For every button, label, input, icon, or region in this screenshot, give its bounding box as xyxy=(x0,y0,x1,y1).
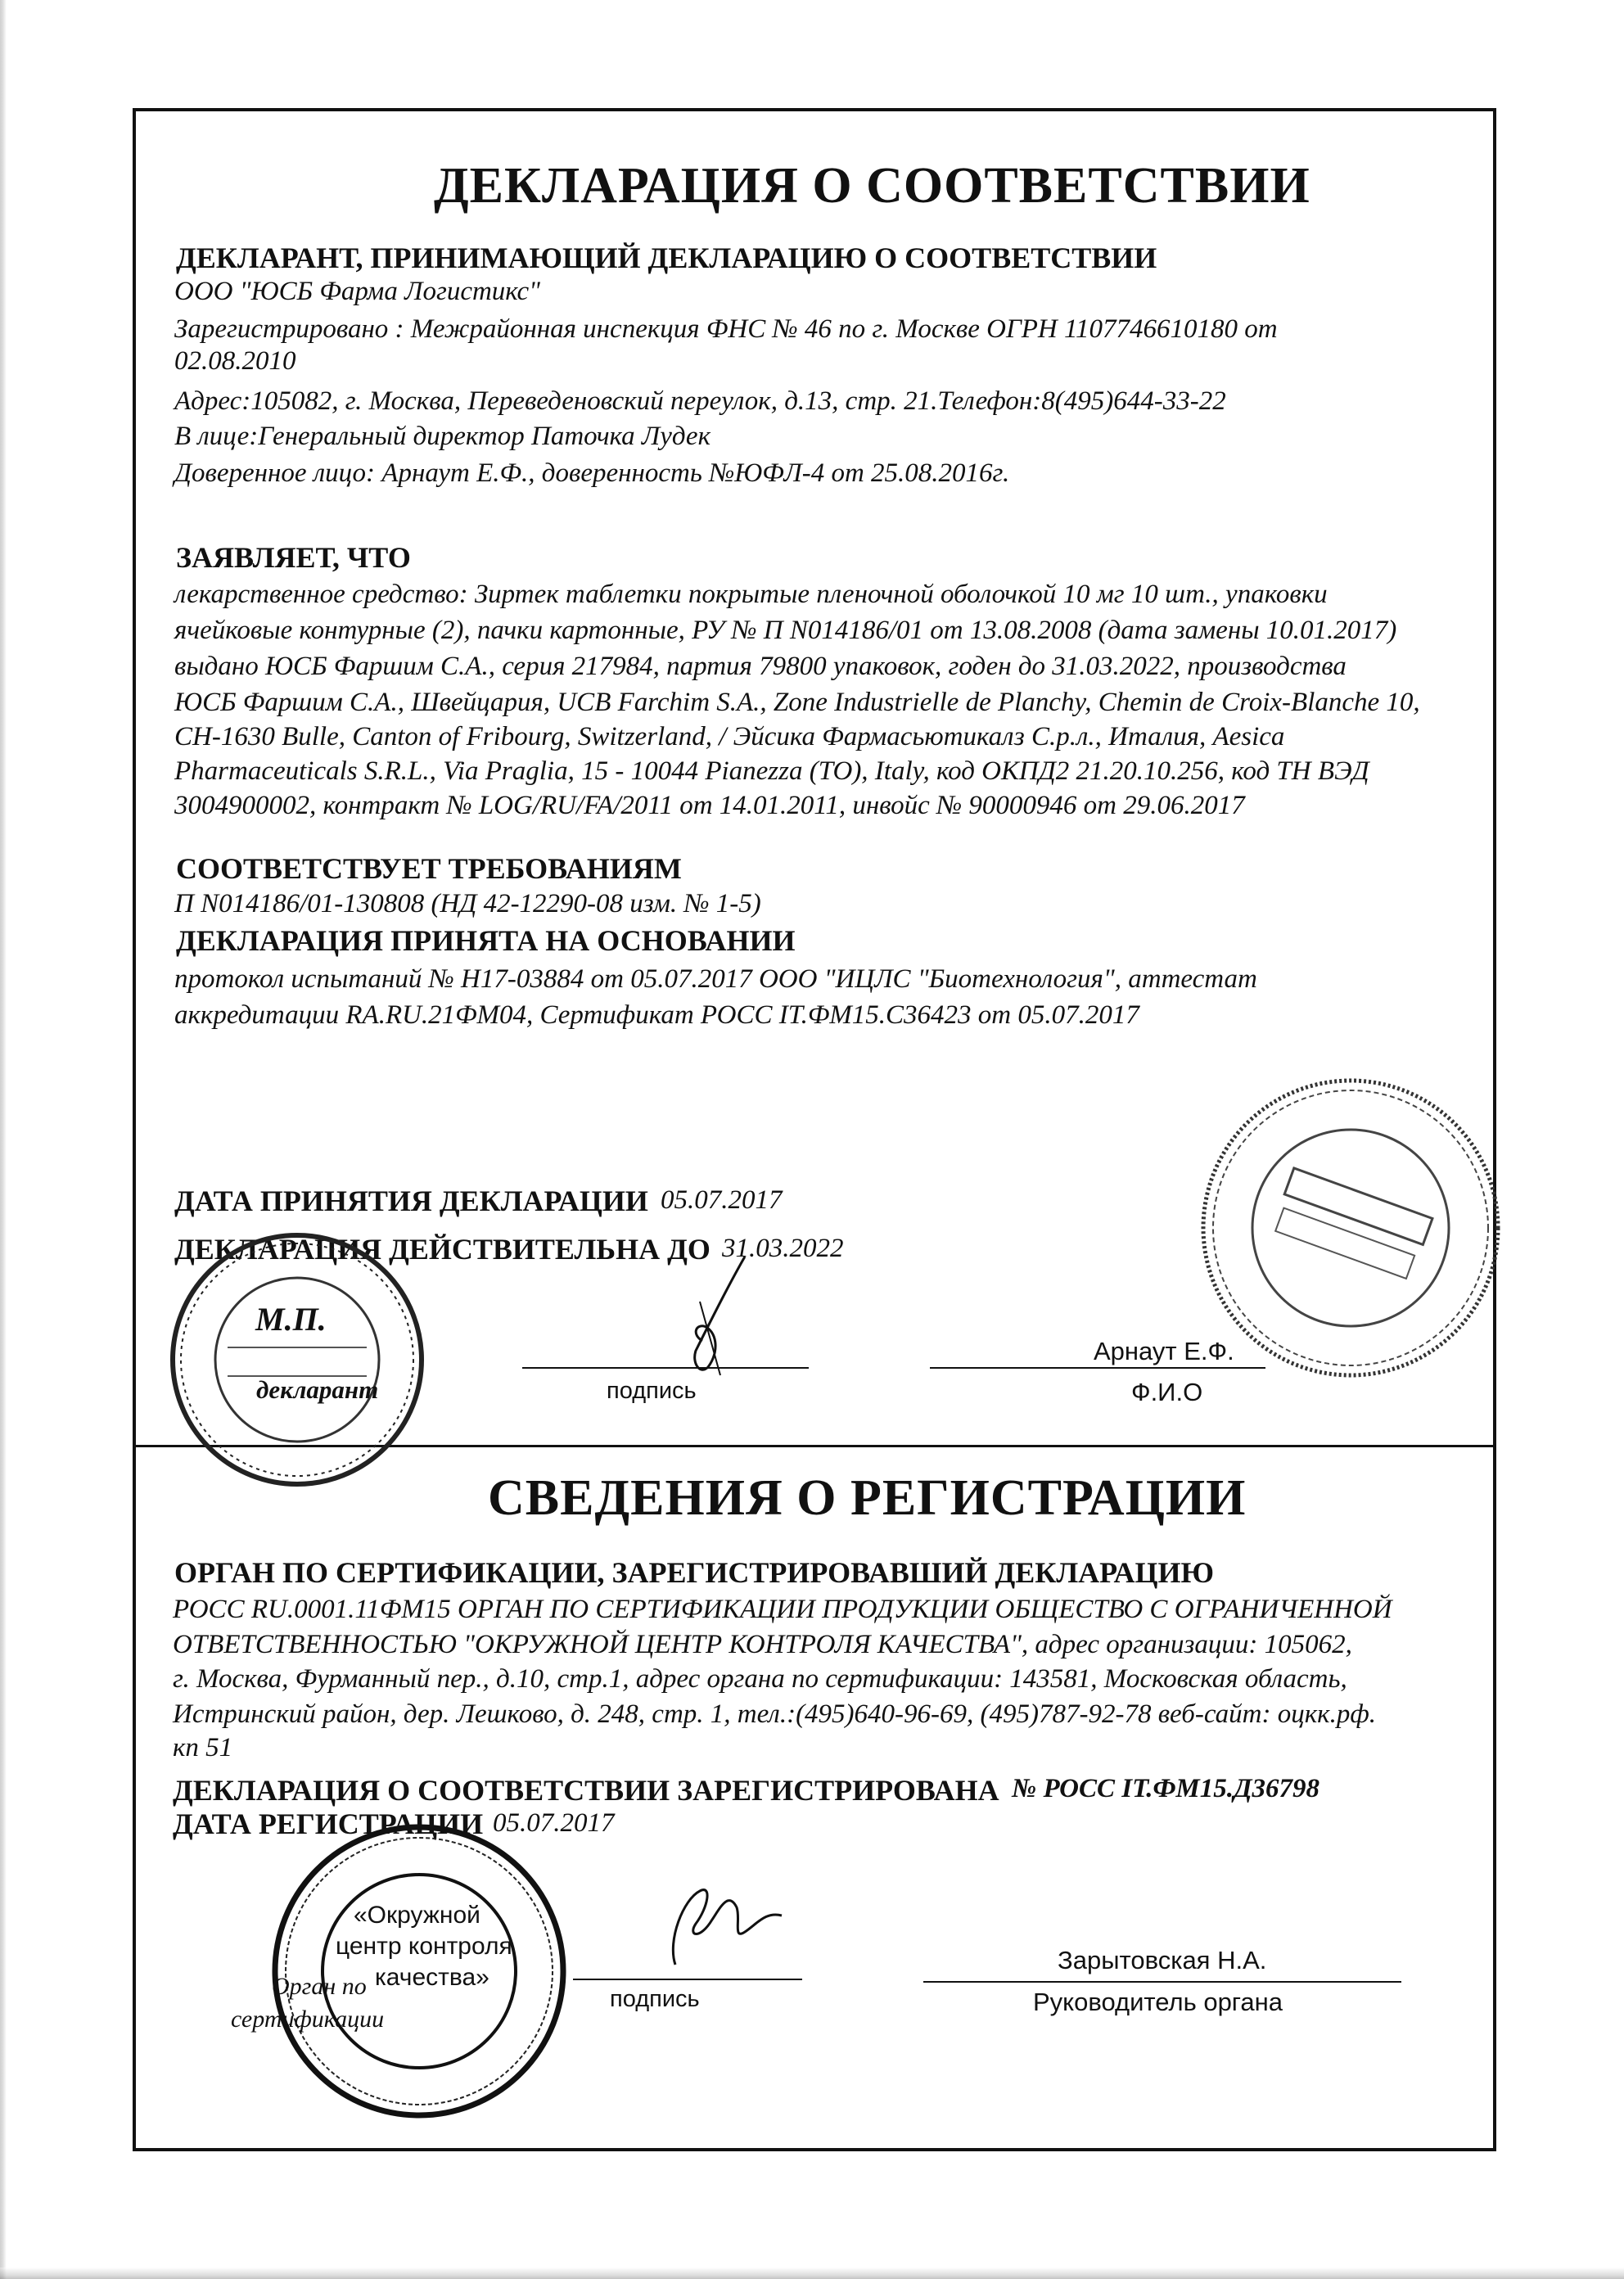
states-line: лекарственное средство: Зиртек таблетки покрытые пленочной оболочкой 10 мг 10 шт., упаковки xyxy=(174,580,1328,609)
registration-date-label: ДАТА РЕГИСТРАЦИИ xyxy=(173,1807,484,1840)
states-line: Pharmaceuticals S.R.L., Via Praglia, 15 - 10044 Pianezza (TO), Italy, код ОКПД2 21.20.10.256, код ТН ВЭД xyxy=(174,756,1369,786)
requirements-heading: СООТВЕТСТВУЕТ ТРЕБОВАНИЯМ xyxy=(176,852,682,885)
stamp-line: качества» xyxy=(375,1964,489,1991)
adoption-date-label: ДАТА ПРИНЯТИЯ ДЕКЛАРАЦИИ xyxy=(174,1185,648,1217)
signature-line xyxy=(522,1367,809,1369)
states-line: ячейковые контурные (2), пачки картонные, РУ № П N014186/01 от 13.08.2008 (дата замены 10.01.2017) xyxy=(174,616,1397,645)
certification-body-line: кп 51 xyxy=(173,1733,233,1762)
stamp-caption: декларант xyxy=(256,1375,379,1404)
signer-caption: Ф.И.О xyxy=(1131,1378,1203,1406)
name-line xyxy=(923,1981,1401,1983)
organ-caption: Орган по xyxy=(272,1973,367,2000)
declarant-signature xyxy=(671,1252,769,1383)
stamp-line: центр контроля xyxy=(336,1933,512,1960)
certification-signature xyxy=(651,1875,806,1973)
declarant-line: Доверенное лицо: Арнаут Е.Ф., доверенность №ЮФЛ-4 от 25.08.2016г. xyxy=(174,458,1010,488)
signature-caption: подпись xyxy=(607,1378,697,1404)
certification-body-line: Истринский район, дер. Лешково, д. 248, стр. 1, тел.:(495)640-96-69, (495)787-92-78 веб-сайт: оцкк.рф. xyxy=(173,1699,1377,1729)
declarant-line: Зарегистрировано : Межрайонная инспекция ФНС № 46 по г. Москве ОГРН 1107746610180 от xyxy=(174,314,1278,344)
states-heading: ЗАЯВЛЯЕТ, ЧТО xyxy=(176,541,411,574)
registered-number: № РОСС IT.ФМ15.Д36798 xyxy=(1012,1774,1320,1803)
states-line: CH-1630 Bulle, Canton of Fribourg, Switzerland, / Эйсика Фармасьютикалз С.р.л., Италия, Aesica xyxy=(174,722,1285,751)
agent-round-stamp xyxy=(1191,1068,1510,1388)
valid-until-value: 31.03.2022 xyxy=(722,1234,844,1263)
basis-line: аккредитации RA.RU.21ФМ04, Сертификат РОСС IT.ФМ15.С36423 от 05.07.2017 xyxy=(174,1000,1139,1030)
states-line: 3004900002, контракт № LOG/RU/FA/2011 от 14.01.2011, инвойс № 90000946 от 29.06.2017 xyxy=(174,791,1245,820)
declarant-line: ООО "ЮСБ Фарма Логистикс" xyxy=(174,277,540,306)
registration-title: СВЕДЕНИЯ О РЕГИСТРАЦИИ xyxy=(488,1470,1247,1526)
states-line: выдано ЮСБ Фаршим С.А., серия 217984, партия 79800 упаковок, годен до 31.03.2022, производства xyxy=(174,652,1347,681)
signer-name: Арнаут Е.Ф. xyxy=(1094,1337,1234,1365)
certification-body-heading: ОРГАН ПО СЕРТИФИКАЦИИ, ЗАРЕГИСТРИРОВАВШИЙ ДЕКЛАРАЦИЮ xyxy=(174,1556,1215,1589)
organ-caption: сертификации xyxy=(231,2006,385,2033)
declarant-stamp xyxy=(162,1225,432,1495)
declarant-heading: ДЕКЛАРАНТ, ПРИНИМАЮЩИЙ ДЕКЛАРАЦИЮ О СООТВЕТСТВИИ xyxy=(176,241,1157,274)
declarant-line: В лице:Генеральный директор Паточка Лудек xyxy=(174,422,711,451)
requirements-line: П N014186/01-130808 (НД 42-12290-08 изм. № 1-5) xyxy=(174,889,761,918)
scan-edge-bottom xyxy=(0,2268,1624,2279)
registered-label: ДЕКЛАРАЦИЯ О СООТВЕТСТВИИ ЗАРЕГИСТРИРОВАНА xyxy=(173,1774,999,1807)
declaration-title: ДЕКЛАРАЦИЯ О СООТВЕТСТВИИ xyxy=(434,158,1310,214)
signer-name: Зарытовская Н.А. xyxy=(1058,1946,1267,1974)
stamp-line: «Окружной xyxy=(354,1902,480,1929)
signature-line xyxy=(573,1979,802,1980)
declarant-line: Адрес:105082, г. Москва, Переведеновский переулок, д.13, стр. 21.Телефон:8(495)644-33-22 xyxy=(174,386,1226,416)
signature-caption: подпись xyxy=(610,1986,700,2012)
scan-edge-left xyxy=(0,0,11,2279)
valid-until-label: ДЕКЛАРАЦИЯ ДЕЙСТВИТЕЛЬНА ДО xyxy=(174,1233,710,1266)
states-line: ЮСБ Фаршим С.А., Швейцария, UCB Farchim S.A., Zone Industrielle de Planchy, Chemin de Croix-Blanche 10, xyxy=(174,688,1420,717)
signer-caption: Руководитель органа xyxy=(1033,1988,1283,2016)
adoption-date-value: 05.07.2017 xyxy=(661,1185,783,1215)
certification-body-line: РОСС RU.0001.11ФМ15 ОРГАН ПО СЕРТИФИКАЦИИ ПРОДУКЦИИ ОБЩЕСТВО С ОГРАНИЧЕННОЙ xyxy=(173,1595,1392,1624)
certification-body-line: г. Москва, Фурманный пер., д.10, стр.1, адрес органа по сертификации: 143581, Московская область, xyxy=(173,1664,1347,1694)
basis-line: протокол испытаний № Н17-03884 от 05.07.2017 ООО "ИЦЛС "Биотехнология", аттестат xyxy=(174,964,1257,994)
stamp-mp-label: М.П. xyxy=(255,1301,327,1338)
basis-heading: ДЕКЛАРАЦИЯ ПРИНЯТА НА ОСНОВАНИИ xyxy=(176,924,796,957)
registration-date-value: 05.07.2017 xyxy=(493,1808,615,1838)
declarant-line: 02.08.2010 xyxy=(174,346,296,376)
certification-body-line: ОТВЕТСТВЕННОСТЬЮ "ОКРУЖНОЙ ЦЕНТР КОНТРОЛЯ КАЧЕСТВА", адрес организации: 105062, xyxy=(173,1630,1352,1659)
